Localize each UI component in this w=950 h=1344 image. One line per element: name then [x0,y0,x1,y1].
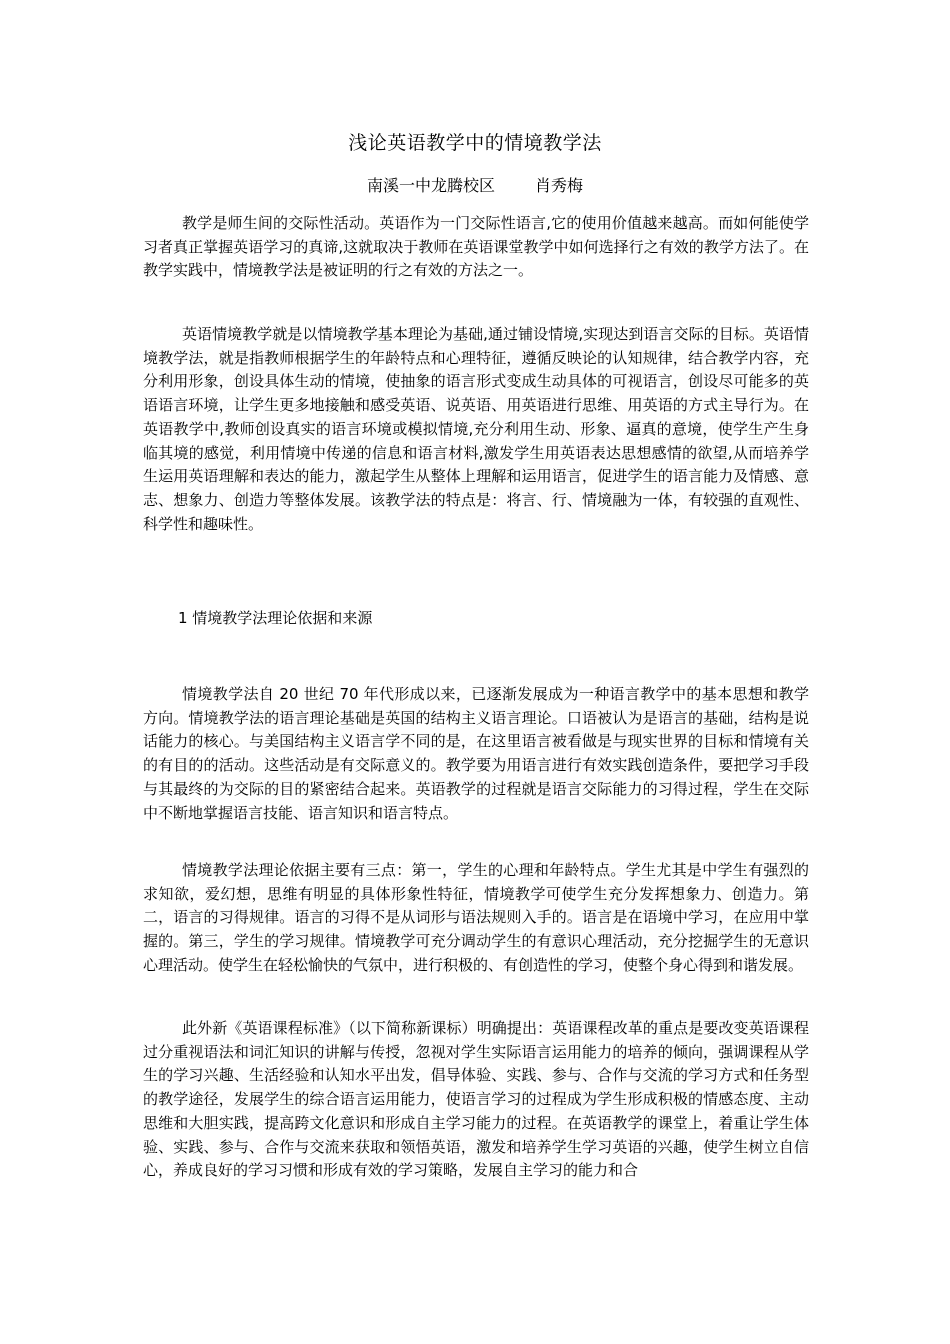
author-byline [0,175,950,197]
section-1-paragraph-1: 情境教学法自 20 世纪 70 年代形成以来，已逐渐发展成为一种语言教学中的基本思想和教学方向。情境教学法的语言理论基础是英国的结构主义语言理论。口语被认为是语言的基础，结构是说话能力的核心。与美国结构主义语言学不同的是，在这里语言被看做是与现实世界的目标和情境有关的有目的的活动。这些活动是有交际意义的。教学要为用语言进行有效实践创造条件，要把学习手段与其最终的为交际的目的紧密结合起来。英语教学的过程就是语言交际能力的习得过程，学生在交际中不断地掌握语言技能、语言知识和语言特点。 [143,685,809,822]
section-1-paragraph-2: 情境教学法理论依据主要有三点：第一，学生的心理和年龄特点。学生尤其是中学生有强烈的求知欲，爱幻想，思维有明显的具体形象性特征，情境教学可使学生充分发挥想象力、创造力。第二，语言的习得规律。语言的习得不是从词形与语法规则入手的。语言是在语境中学习，在应用中掌握的。第三，学生的学习规律。情境教学可充分调动学生的有意识心理活动，充分挖掘学生的无意识心理活动。使学生在轻松愉快的气氛中，进行积极的、有创造性的学习，使整个身心得到和谐发展。 [143,861,809,974]
intro-paragraph-2: 英语情境教学就是以情境教学基本理论为基础,通过铺设情境,实现达到语言交际的目标。英语情境教学法，就是指教师根据学生的年龄特点和心理特征，遵循反映论的认知规律，结合教学内容，充分利用形象，创设具体生动的情境，使抽象的语言形式变成生动具体的可视语言，创设尽可能多的英语语言环境，让学生更多地接触和感受英语、说英语、用英语进行思维、用英语的方式主导行为。在英语教学中,教师创设真实的语言环境或模拟情境,充分利用生动、形象、逼真的意境，使学生产生身临其境的感觉，利用情境中传递的信息和语言材料,激发学生用英语表达思想感情的欲望,从而培养学生运用英语理解和表达的能力，激起学生从整体上理解和运用语言，促进学生的语言能力及情感、意志、想象力、创造力等整体发展。该教学法的特点是：将言、行、情境融为一体，有较强的直观性、科学性和趣味性。 [143,325,809,533]
section-heading-1: 1 情境教学法理论依据和来源 [178,609,373,627]
section-1-paragraph-3: 此外新《英语课程标准》（以下简称新课标）明确提出：英语课程改革的重点是要改变英语课程过分重视语法和词汇知识的讲解与传授，忽视对学生实际语言运用能力的培养的倾向，强调课程从学生的学习兴趣、生活经验和认知水平出发，倡导体验、实践、参与、合作与交流的学习方式和任务型的教学途径，发展学生的综合语言运用能力，使语言学习的过程成为学生形成积极的情感态度、主动思维和大胆实践，提高跨文化意识和形成自主学习能力的过程。在英语教学的课堂上，着重让学生体验、实践、参与、合作与交流来获取和领悟英语，激发和培养学生学习英语的兴趣，使学生树立自信心，养成良好的学习习惯和形成有效的学习策略，发展自主学习的能力和合 [143,1019,809,1180]
document-title: 浅论英语教学中的情境教学法 [348,132,602,154]
intro-paragraph-1: 教学是师生间的交际性活动。英语作为一门交际性语言,它的使用价值越来越高。而如何能使学习者真正掌握英语学习的真谛,这就取决于教师在英语课堂教学中如何选择行之有效的教学方法了。在教学实践中，情境教学法是被证明的行之有效的方法之一。 [143,214,809,280]
author-affiliation: 南溪一中龙腾校区 [366,176,495,195]
author-name: 肖秀梅 [535,176,584,195]
